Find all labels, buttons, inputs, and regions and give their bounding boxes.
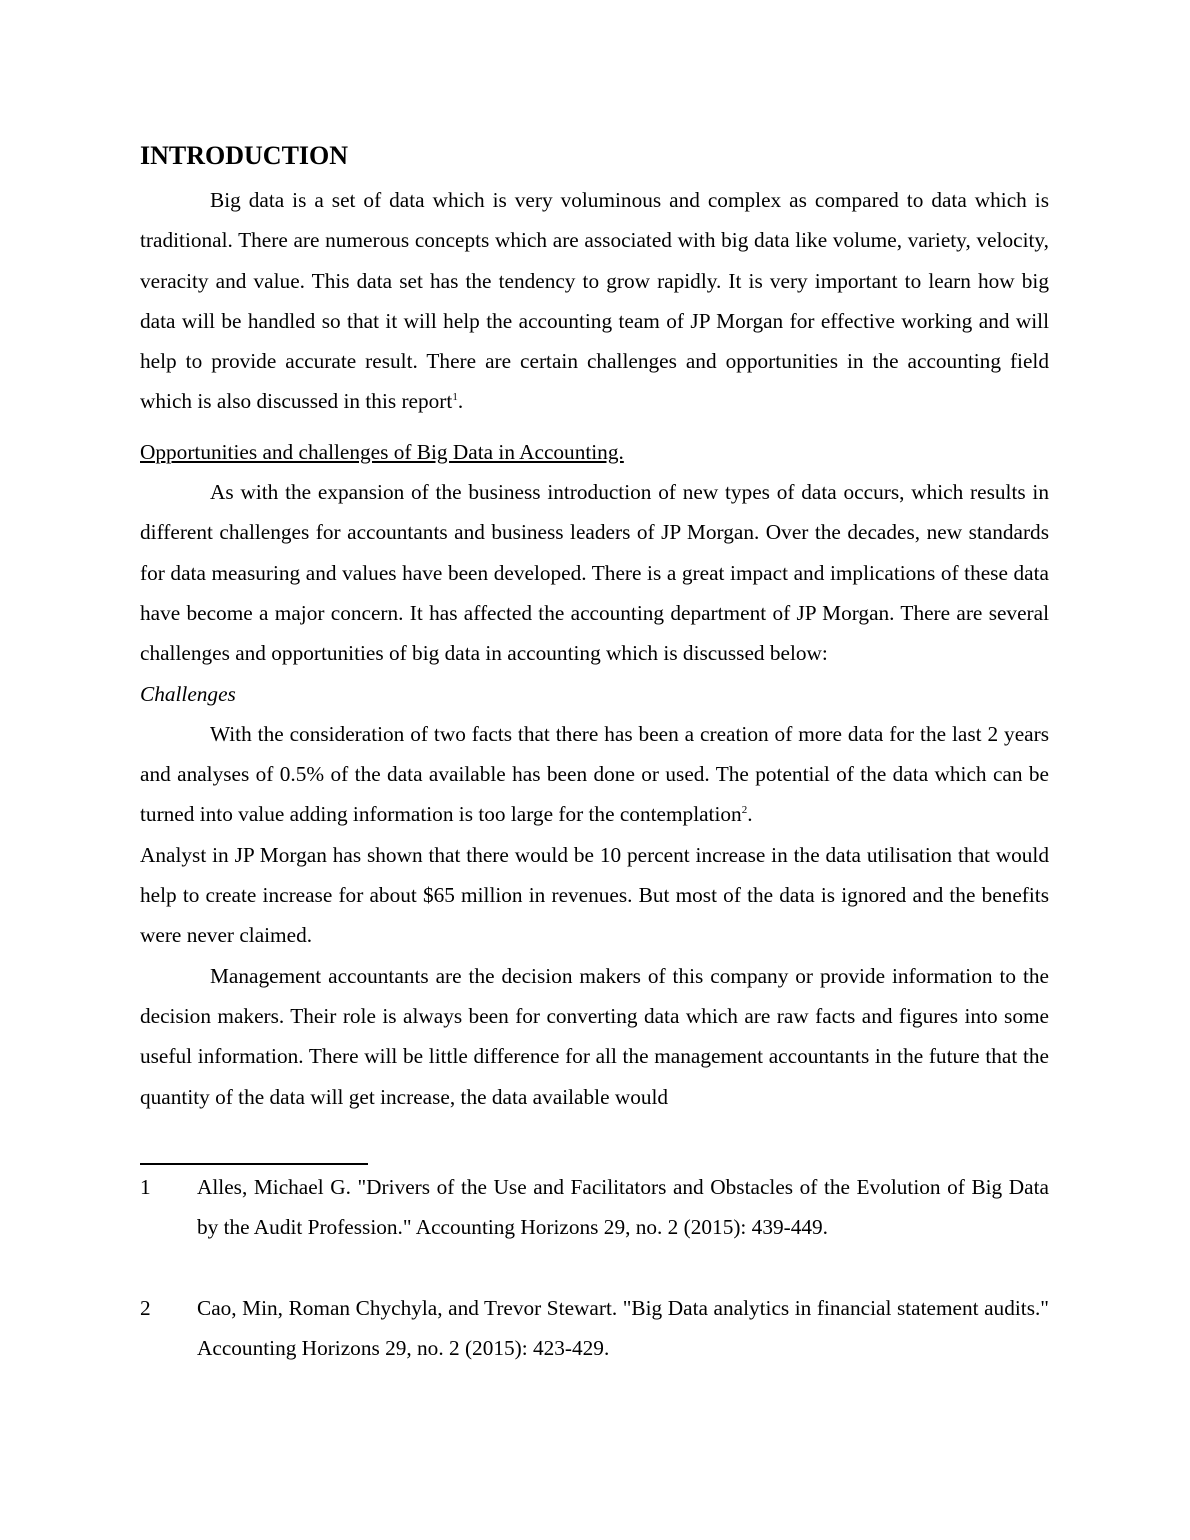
footnote-ref-1[interactable]: 1 (452, 391, 458, 404)
management-paragraph: Management accountants are the decision makers of this company or provide information to the decision makers. Their role is always been for converting data which are raw facts and figures into some useful information. There will be little difference for all the management accountants in the future that the quantity of the data will get increase, the data available would (140, 963, 1049, 1109)
footnote-separator (140, 1163, 368, 1165)
intro-paragraph (140, 180, 1049, 422)
section-subheading: Opportunities and challenges of Big Data in Accounting. (140, 439, 624, 464)
challenges-end: . (747, 802, 753, 827)
opportunities-paragraph: As with the expansion of the business introduction of new types of data occurs, which results in different challenges for accountants and business leaders of JP Morgan. Over the decades, new standards for data measuring and values have been developed. There is a great impact and implications of these data have become a major concern. It has affected the accounting department of JP Morgan. There are several challenges and opportunities of big data in accounting which is discussed below: (140, 480, 1049, 666)
challenges-paragraph-1 (140, 714, 1049, 835)
footnote-number: 1 (140, 1175, 151, 1199)
footnote-1 (140, 1167, 1049, 1248)
footnote-2 (140, 1288, 1049, 1369)
footnote-number: 2 (140, 1295, 151, 1320)
intro-end: . (457, 389, 464, 414)
page-title: INTRODUCTION (140, 141, 349, 170)
challenges-text: With the consideration of two facts that there has been a creation of more data for the last 2 years and analyses of 0.5% of the data available has been done or used. The potential of the data which can be turned into value adding information is too large for the contemplation (140, 721, 1049, 827)
challenges-paragraph-2: Analyst in JP Morgan has shown that there would be 10 percent increase in the data utilisation that would help to create increase for about $65 million in revenues. But most of the data is ignored and the benefits were never claimed. (140, 842, 1049, 948)
document-body (140, 138, 1049, 1117)
footnotes-section (140, 1163, 1049, 1368)
intro-text: Big data is a set of data which is very voluminous and complex as compared to data which is traditional. There are numerous concepts which are associated with big data like volume, variety, velocity, veracity and value. This data set has the tendency to grow rapidly. It is very important to learn how big data will be handled so that it will help the accounting team of JP Morgan for effective working and will help to provide accurate result. There are certain challenges and opportunities in the accounting field which is also discussed in this report (140, 188, 1049, 414)
footnote-ref-2[interactable]: 2 (741, 804, 748, 817)
footnote-text: Alles, Michael G. "Drivers of the Use and Facilitators and Obstacles of the Evolution of Big Data by the Audit Profession." Accounting Horizons 29, no. 2 (2015): 439-449. (197, 1175, 1049, 1240)
footnote-text: Cao, Min, Roman Chychyla, and Trevor Stewart. "Big Data analytics in financial statement audits." Accounting Horizons 29, no. 2 (2015): 423-429. (197, 1295, 1049, 1360)
challenges-heading: Challenges (140, 681, 236, 706)
